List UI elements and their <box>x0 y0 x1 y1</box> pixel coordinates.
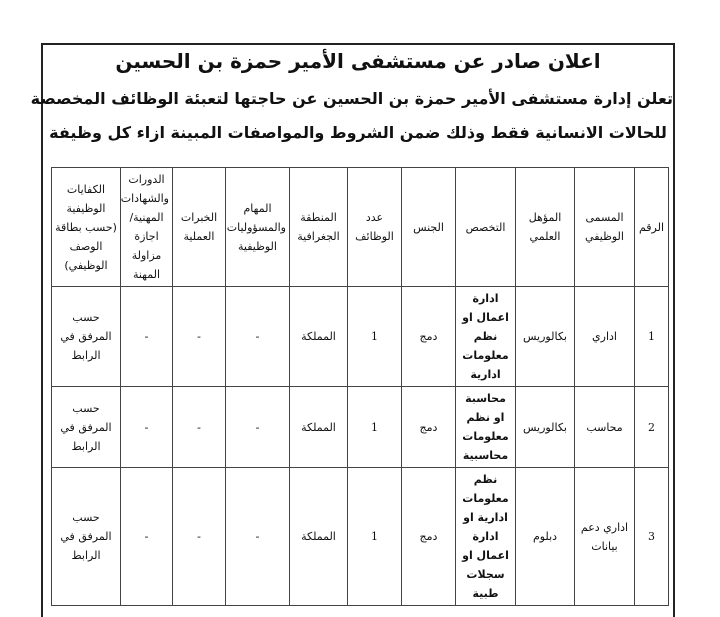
cell-job-count: 1 <box>348 387 402 468</box>
header-job-count: عدد الوظائف <box>348 168 402 287</box>
table-header-row <box>52 168 669 287</box>
cell-region: المملكة <box>290 387 348 468</box>
cell-job-title: اداري <box>575 287 635 387</box>
cell-competencies: حسب المرفق في الرابط <box>52 287 121 387</box>
cell-experience: - <box>173 387 226 468</box>
header-specialization: التخصص <box>456 168 516 287</box>
announcement-line-1: تعلن إدارة مستشفى الأمير حمزة بن الحسين عن حاجتها لتعبئة الوظائف المخصصة <box>30 89 673 108</box>
cell-gender: دمج <box>402 287 456 387</box>
cell-experience: - <box>173 287 226 387</box>
cell-number: 3 <box>635 468 669 606</box>
cell-qualification: بكالوريس <box>516 387 575 468</box>
table-row <box>52 468 669 606</box>
table-row <box>52 387 669 468</box>
cell-duties: - <box>226 387 290 468</box>
announcement-frame <box>30 43 675 617</box>
header-experience: الخبرات العملية <box>173 168 226 287</box>
cell-specialization: نظم معلومات ادارية او ادارة اعمال او سجلات طبية <box>456 468 516 606</box>
header-job-title: المسمى الوظيفي <box>575 168 635 287</box>
header-duties: المهام والمسؤوليات الوظيفية <box>226 168 290 287</box>
header-courses: الدورات والشهادات المهنية/ اجازة مزاولة المهنة <box>121 168 173 287</box>
cell-specialization: محاسبة او نظم معلومات محاسبية <box>456 387 516 468</box>
cell-competencies: حسب المرفق في الرابط <box>52 468 121 606</box>
cell-duties: - <box>226 468 290 606</box>
cell-experience: - <box>173 468 226 606</box>
announcement-line-2: للحالات الانسانية فقط وذلك ضمن الشروط والمواصفات المبينة ازاء كل وظيفة <box>49 123 667 142</box>
cell-job-title: اداري دعم بيانات <box>575 468 635 606</box>
cell-courses: - <box>121 387 173 468</box>
cell-courses: - <box>121 287 173 387</box>
announcement-title: اعلان صادر عن مستشفى الأمير حمزة بن الحسين <box>115 49 601 73</box>
cell-qualification: بكالوريس <box>516 287 575 387</box>
header-competencies: الكفايات الوظيفية (حسب بطاقة الوصف الوظيفي) <box>52 168 121 287</box>
cell-courses: - <box>121 468 173 606</box>
header-gender: الجنس <box>402 168 456 287</box>
header-qualification: المؤهل العلمي <box>516 168 575 287</box>
header-region: المنطقة الجغرافية <box>290 168 348 287</box>
cell-gender: دمج <box>402 387 456 468</box>
table-row <box>52 287 669 387</box>
cell-specialization: ادارة اعمال او نظم معلومات ادارية <box>456 287 516 387</box>
cell-number: 1 <box>635 287 669 387</box>
header-number: الرقم <box>635 168 669 287</box>
cell-duties: - <box>226 287 290 387</box>
cell-number: 2 <box>635 387 669 468</box>
cell-job-title: محاسب <box>575 387 635 468</box>
cell-gender: دمج <box>402 468 456 606</box>
cell-region: المملكة <box>290 468 348 606</box>
cell-region: المملكة <box>290 287 348 387</box>
cell-job-count: 1 <box>348 287 402 387</box>
jobs-table <box>51 167 669 606</box>
cell-competencies: حسب المرفق في الرابط <box>52 387 121 468</box>
cell-job-count: 1 <box>348 468 402 606</box>
cell-qualification: دبلوم <box>516 468 575 606</box>
